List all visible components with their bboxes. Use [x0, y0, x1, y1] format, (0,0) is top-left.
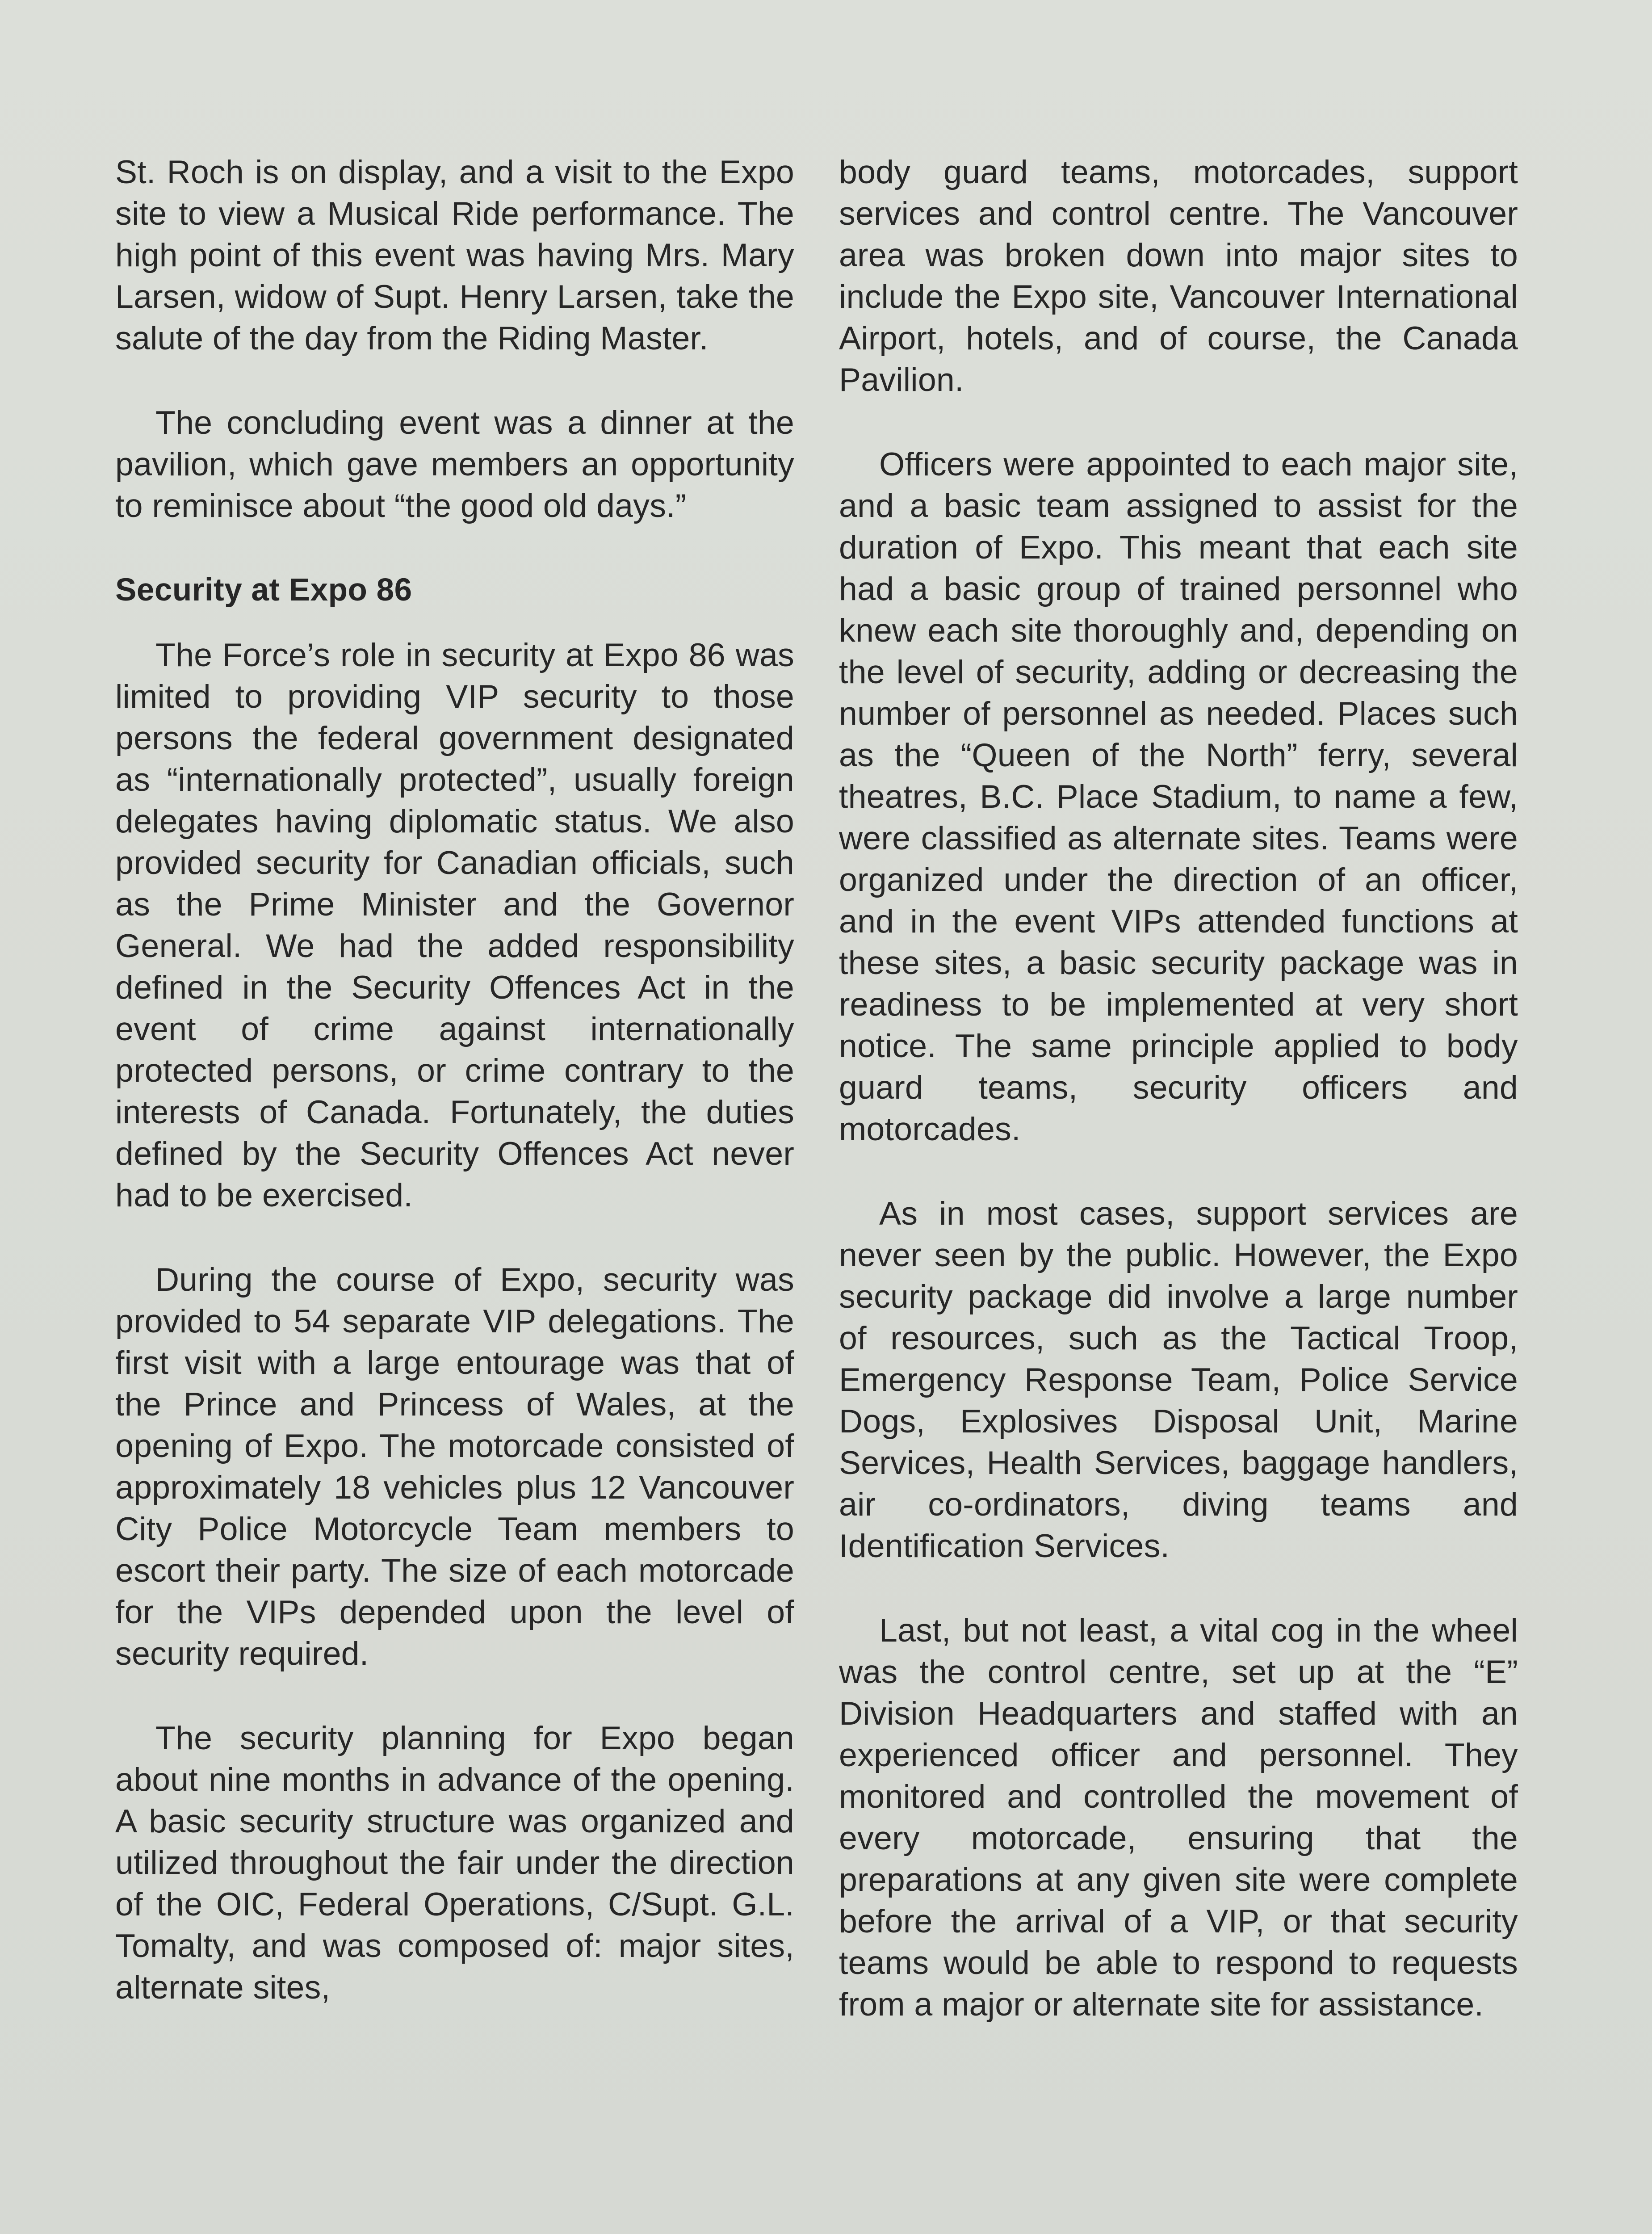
paragraph-force-role: The Force’s role in security at Expo 86 was limited to providing VIP security to those persons the federal government designated as “internationally protected”, usually foreign delegates having diplomatic status. We also provided security for Canadian officials, such as the Prime Minister and the Governor General. We had the added responsibility defined in the Security Offences Act in the event of crime against internationally protected persons, or crime contrary to the interests of Canada. Fortunately, the duties defined by the Security Offences Act never had to be exercised. — [115, 636, 794, 1214]
paragraph-vip-delegations: During the course of Expo, security was provided to 54 separate VIP delegations. The first visit with a large entourage was that of the Prince and Princess of Wales, at the opening of Expo. The motorcade consisted of approximately 18 vehicles plus 12 Vancouver City Police Motorcycle Team members to escort their party. The size of each motorcade for the VIPs depended upon the level of security required. — [115, 1261, 794, 1672]
section-heading: Security at Expo 86 — [115, 572, 412, 608]
paragraph-st-roch: St. Roch is on display, and a visit to the Expo site to view a Musical Ride performance. The high point of this event was having Mrs. Mary Larsen, widow of Supt. Henry Larsen, take the salute of the day from the Riding Master. — [115, 153, 794, 357]
right-column — [839, 151, 1518, 2068]
paragraph-officers-appointed: Officers were appointed to each major site, and a basic team assigned to assist for the duration of Expo. This meant that each site had a basic group of trained personnel who knew each site thoroughly and, depending on the level of security, adding or decreasing the number of personnel as needed. Places such as the “Queen of the North” ferry, several theatres, B.C. Place Stadium, to name a few, were classified as alternate sites. Teams were organized under the direction of an officer, and in the event VIPs attended functions at these sites, a basic security package was in readiness to be implemented at very short notice. The same principle applied to body guard teams, security officers and motorcades. — [839, 445, 1518, 1147]
left-column — [115, 151, 794, 2051]
paragraph-support-services: As in most cases, support services are never seen by the public. However, the Expo security package did involve a large number of resources, such as the Tactical Troop, Emergency Response Team, Police Service Dogs, Explosives Disposal Unit, Marine Services, Health Services, baggage handlers, air co-ordinators, diving teams and Identification Services. — [839, 1195, 1518, 1564]
paragraph-body-guard-teams: body guard teams, motorcades, support services and control centre. The Vancouver area was broken down into major sites to include the Expo site, Vancouver International Airport, hotels, and of course, the Canada Pavilion. — [839, 153, 1518, 398]
paragraph-control-centre: Last, but not least, a vital cog in the wheel was the control centre, set up at the “E” Division Headquarters and staffed with an experienced officer and personnel. They monitored and controlled the movement of every motorcade, ensuring that the preparations at any given site were complete before the arrival of a VIP, or that security teams would be able to respond to requests from a major or alternate site for assistance. — [839, 1612, 1518, 2023]
paragraph-security-planning: The security planning for Expo began about nine months in advance of the opening. A basic security structure was organized and utilized throughout the fair under the direction of the OIC, Federal Operations, C/Supt. G.L. Tomalty, and was composed of: major sites, alternate sites, — [115, 1719, 794, 2006]
paragraph-concluding-dinner: The concluding event was a dinner at the pavilion, which gave members an opportunity to reminisce about “the good old days.” — [115, 404, 794, 524]
